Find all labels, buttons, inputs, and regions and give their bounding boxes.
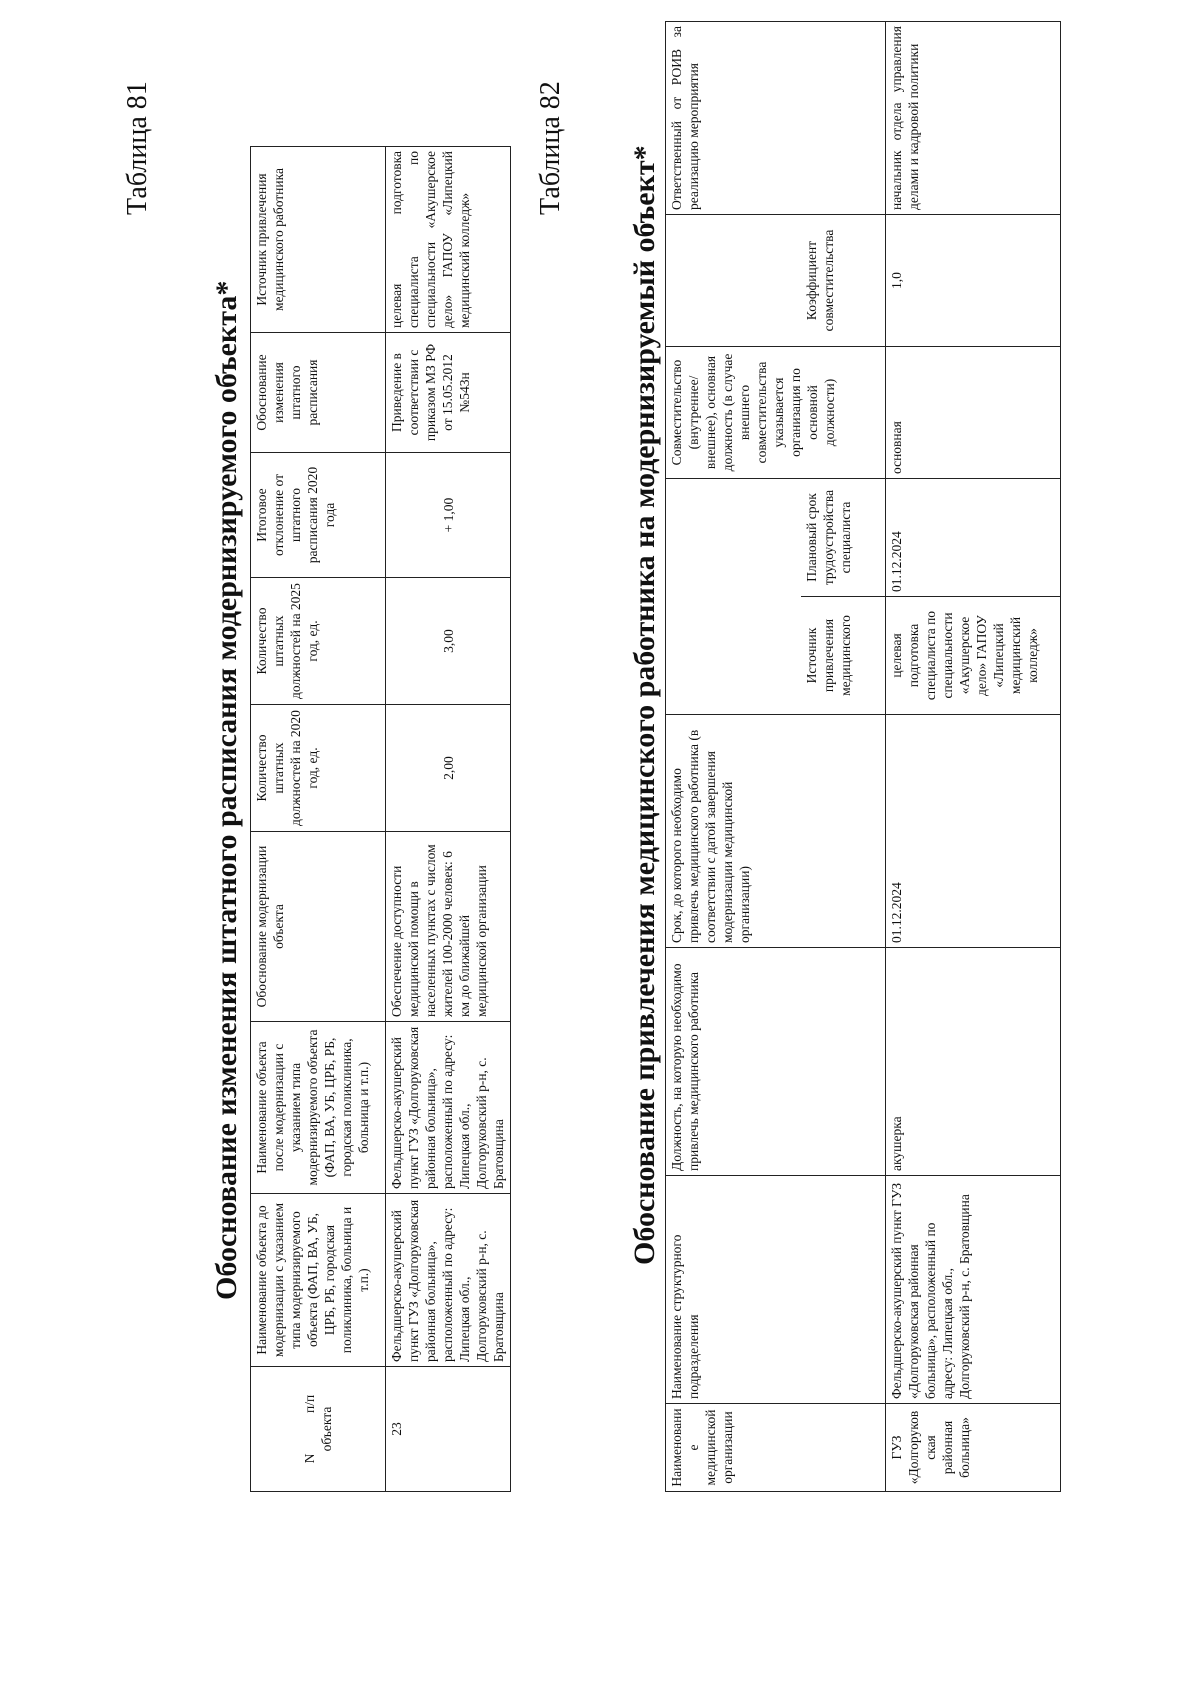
t81-cell-staff-2025: 3,00 (386, 578, 511, 705)
t81-cell-num: 23 (386, 1367, 511, 1492)
table-81 (250, 146, 511, 1492)
t82-header-source: Источник привлечения медицинского (801, 597, 886, 715)
t82-cell-responsible: начальник отдела управления делами и кадровой политики (886, 22, 1061, 215)
t82-cell-org: ГУЗ «Долгоруковская районная больница» (886, 1404, 1061, 1492)
table-82-header-row (666, 22, 801, 1492)
t81-header-deviation: Итоговое отклонение от штатного расписания 2020 года (251, 453, 386, 578)
t82-cell-combination: основная (886, 347, 1061, 479)
t81-header-staff-2025: Количество штатных должностей на 2025 год, ед. (251, 578, 386, 705)
t82-cell-source: целевая подготовка специалиста по специальности «Акушерское дело» ГАПОУ «Липецкий медицинский колледж» (886, 597, 1061, 715)
t81-cell-staff-2020: 2,00 (386, 705, 511, 832)
t82-header-org: Наименование медицинской организации (666, 1404, 886, 1492)
t81-header-change-basis: Обоснование изменения штатного расписания (251, 333, 386, 453)
t82-header-source-spacer (666, 597, 801, 715)
t81-header-staff-2020: Количество штатных должностей на 2020 год, ед. (251, 705, 386, 832)
t82-header-responsible: Ответственный от РОИВ за реализацию мероприятия (666, 22, 886, 215)
t81-cell-after: Фельдшерско-акушерский пункт ГУЗ «Долгоруковская районная больница», расположенный по адресу: Липецкая обл., Долгоруковский р-н, с. Братовщина (386, 1022, 511, 1194)
t82-header-employment-date: Плановый срок трудоустройства специалиста (801, 479, 886, 597)
t82-header-coefficient: Коэффициент совместительства (801, 215, 886, 347)
t81-cell-deviation: + 1,00 (386, 453, 511, 578)
table-row (886, 22, 1061, 1492)
t82-cell-unit: Фельдшерско-акушерский пункт ГУЗ «Долгоруковская районная больница», расположенный по адресу: Липецкая обл., Долгоруковский р-н, с. Братовщина (886, 1176, 1061, 1404)
table-81-label: Таблица 81 (122, 81, 153, 215)
t82-cell-position: акушерка (886, 948, 1061, 1176)
t82-cell-coefficient: 1,0 (886, 215, 1061, 347)
table-81-title: Обоснование изменения штатного расписания модернизируемого объекта* (210, 280, 243, 1300)
t82-cell-deadline: 01.12.2024 (886, 715, 1061, 948)
t81-cell-change-basis: Приведение в соответствии с приказом МЗ РФ от 15.05.2012 №543н (386, 333, 511, 453)
t81-header-before: Наименование объекта до модернизации с указанием типа модернизируемого объекта (ФАП, ВА, УБ, ЦРБ, РБ, городская поликлиника, больница и т.п.) (251, 1194, 386, 1367)
t82-header-combination: Совместительство (внутреннее/внешнее), основная должность (в случае внешнего совместительства указывается организация по основной должности) (666, 347, 886, 479)
t82-header-deadline: Срок, до которого необходимо привлечь медицинского работника (в соответствии с датой завершения модернизации медицинской организации) (666, 715, 886, 948)
table-82 (665, 21, 1061, 1492)
t82-cell-employment-date: 01.12.2024 (886, 479, 1061, 597)
table-82-label: Таблица 82 (535, 81, 566, 215)
t82-header-date-spacer (666, 479, 801, 597)
table-81-header-row (251, 147, 386, 1492)
t82-header-coef-spacer (666, 215, 801, 347)
t81-header-after: Наименование объекта после модернизации с указанием типа модернизируемого объекта (ФАП, ВА, УБ, ЦРБ, РБ, городская поликлиника, больница и т.п.) (251, 1022, 386, 1194)
table-82-title: Обоснование привлечения медицинского работника на модернизируемый объект* (628, 145, 661, 1265)
rotated-landscape-content (100, 26, 1100, 1610)
t81-cell-justification: Обеспечение доступности медицинской помощи в населенных пунктах с числом жителей 100-2000 человек: 6 км до ближайшей медицинской организации (386, 832, 511, 1022)
t81-cell-before: Фельдшерско-акушерский пункт ГУЗ «Долгоруковская районная больница», расположенный по адресу: Липецкая обл., Долгоруковский р-н, с. Братовщина (386, 1194, 511, 1367)
t81-cell-source: целевая подготовка специалиста по специальности «Акушерское дело» ГАПОУ «Липецкий медицинский колледж» (386, 147, 511, 333)
t81-header-num: N п/п объекта (251, 1367, 386, 1492)
t81-header-justification: Обоснование модернизации объекта (251, 832, 386, 1022)
table-row (386, 147, 511, 1492)
t81-header-source: Источник привлечения медицинского работника (251, 147, 386, 333)
t82-header-position: Должность, на которую необходимо привлечь медицинского работника (666, 948, 886, 1176)
t82-header-unit: Наименование структурного подразделения (666, 1176, 886, 1404)
